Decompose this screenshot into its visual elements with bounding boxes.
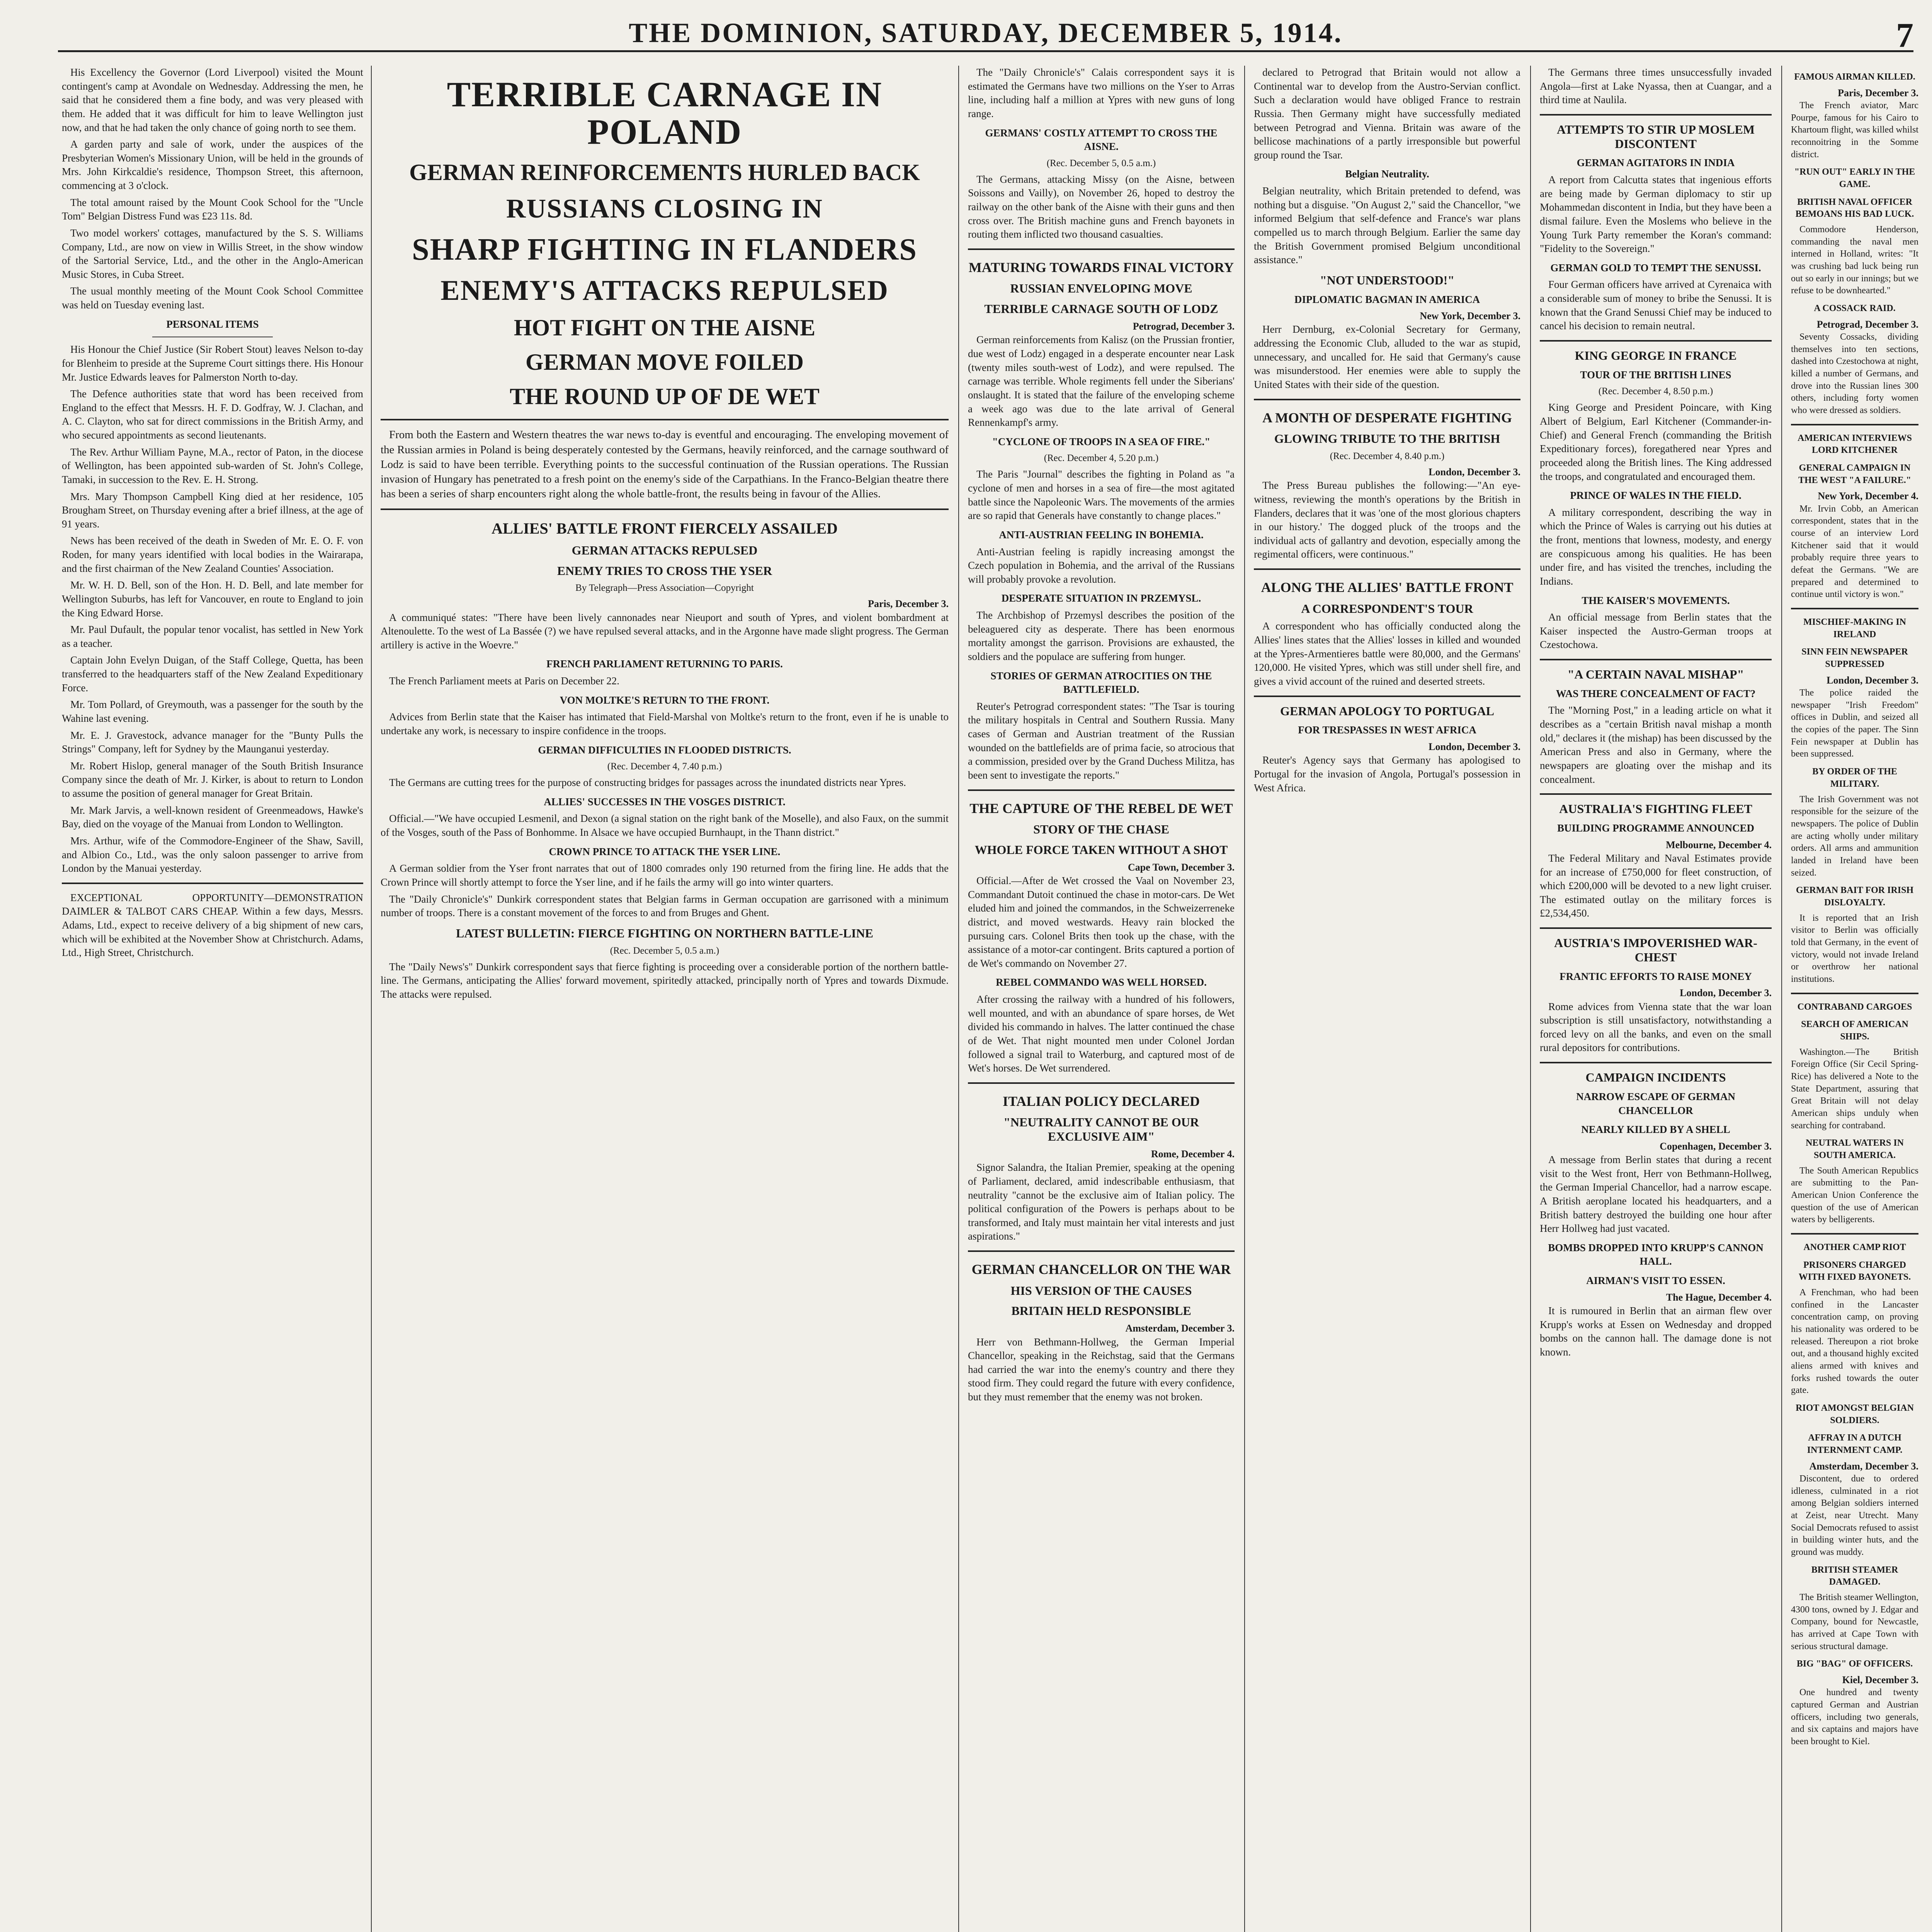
paragraph: The Germans are cutting trees for the purpose of constructing bridges for passages across the inundated districts near Ypres. bbox=[389, 777, 906, 789]
divider bbox=[1540, 340, 1772, 342]
dateline: Melbourne, December 4. bbox=[1666, 839, 1772, 850]
banner-headline: THE ROUND UP OF DE WET bbox=[510, 384, 820, 410]
article-subheadline: GENERAL CAMPAIGN IN THE WEST "A FAILURE." bbox=[1798, 463, 1912, 485]
article-subheadline: WHOLE FORCE TAKEN WITHOUT A SHOT bbox=[975, 842, 1228, 857]
paragraph: Mr. Robert Hislop, general manager of the South British Insurance Company since the death of Mr. J. Kirker, is about to return to London to assume the position of general manager for Great Britain. bbox=[62, 760, 363, 799]
divider bbox=[1791, 608, 1918, 609]
paragraph: A garden party and sale of work, under the auspices of the Presbyterian Women's Missionary Union, will be held in the grounds of Mrs. John Kirkcaldie's residence, Thompson Street, this afternoon, commencing at 3 o'clock. bbox=[62, 138, 363, 191]
article-headline: THE CAPTURE OF THE REBEL DE WET bbox=[969, 800, 1233, 816]
paragraph: One hundred and twenty captured German and Austrian officers, including two generals, and six captains and majors have been brought to Kiel. bbox=[1791, 1687, 1918, 1747]
section-heading: GERMANS' COSTLY ATTEMPT TO CROSS THE AISNE. bbox=[985, 127, 1218, 153]
paragraph: The Archbishop of Przemysl describes the position of the beleaguered city as desperate. There has been enormous mortality amongst the garrison. Provisions are exhausted, the soldiers and the populace are suffering from hunger. bbox=[968, 609, 1235, 662]
paragraph: A German soldier from the Yser front narrates that out of 1800 comrades only 190 returned from the firing line. He adds that the Crown Prince will shortly attempt to force the Yser line, and if he fails the army will go into winter quarters. bbox=[381, 862, 949, 888]
received-stamp: (Rec. December 4, 5.20 p.m.) bbox=[1044, 453, 1159, 464]
article-subheadline: "NEUTRALITY CANNOT BE OUR EXCLUSIVE AIM" bbox=[1003, 1115, 1199, 1144]
paragraph: Herr Dernburg, ex-Colonial Secretary for Germany, addressing the Economic Club, alluded to the war as stupid, unnecessary, and uncalled for. He said that Germany's cause was misunderstood. Her enemies were able to supply the United States with their side of the question. bbox=[1254, 323, 1520, 390]
section-heading: "CYCLONE OF TROOPS IN A SEA OF FIRE." bbox=[992, 435, 1211, 447]
paragraph: Signor Salandra, the Italian Premier, speaking at the opening of Parliament, declared, amid indescribable enthusiasm, that neutrality "cannot be the exclusive aim of Italian policy. The political configuration of the Powers is perhaps about to be transformed, and Italy must maintain her vital interests and just aspirations." bbox=[968, 1162, 1235, 1242]
dateline: The Hague, December 4. bbox=[1666, 1291, 1772, 1303]
banner-headline: TERRIBLE CARNAGE IN POLAND bbox=[447, 75, 883, 151]
newspaper-title: THE DOMINION, SATURDAY, DECEMBER 5, 1914. bbox=[629, 17, 1343, 48]
section-heading: NEUTRAL WATERS IN SOUTH AMERICA. bbox=[1806, 1138, 1904, 1160]
paragraph: Mrs. Arthur, wife of the Commodore-Engineer of the Shaw, Savill, and Albion Co., Ltd., was the only saloon passenger to arrive from London by the Manuai yesterday. bbox=[62, 835, 363, 874]
section-heading: VON MOLTKE'S RETURN TO THE FRONT. bbox=[560, 694, 770, 706]
article-subheadline: STORY OF THE CHASE bbox=[1033, 822, 1169, 837]
banner-headline: SHARP FIGHTING IN FLANDERS bbox=[412, 232, 917, 267]
paragraph: A message from Berlin states that during a recent visit to the West front, Herr von Bethmann-Hollweg, the German Imperial Chancellor, had a narrow escape. A British aeroplane located his headquarters, and a British battery destroyed the building one hour after Herr Hollweg had just vacated. bbox=[1540, 1154, 1772, 1235]
paragraph: The police raided the newspaper "Irish Freedom" offices in Dublin, and seized all the copies of the paper. The Sinn Fein newspaper at Dublin has been suppressed. bbox=[1791, 688, 1918, 759]
paragraph: Mr. Tom Pollard, of Greymouth, was a passenger for the south by the Wahine last evening. bbox=[62, 699, 363, 724]
article-headline: ALONG THE ALLIES' BATTLE FRONT bbox=[1261, 580, 1514, 595]
paragraph: The Germans three times unsuccessfully invaded Angola—first at Lake Nyassa, then at Cuangar, and a third time at Naulila. bbox=[1540, 66, 1772, 106]
section-heading: DESPERATE SITUATION IN PRZEMYSL. bbox=[1001, 592, 1201, 604]
received-stamp: (Rec. December 5, 0.5 a.m.) bbox=[610, 945, 719, 956]
article-subheadline: BRITAIN HELD RESPONSIBLE bbox=[1011, 1304, 1191, 1318]
column-empire-news bbox=[1540, 66, 1772, 1932]
dateline: Cape Town, December 3. bbox=[1128, 861, 1235, 873]
received-stamp: (Rec. December 5, 0.5 a.m.) bbox=[1046, 158, 1156, 168]
article-subheadline: DIPLOMATIC BAGMAN IN AMERICA bbox=[1294, 293, 1480, 305]
section-heading: ALLIES' SUCCESSES IN THE VOSGES DISTRICT. bbox=[544, 796, 786, 808]
paragraph: declared to Petrograd that Britain would not allow a Continental war to develop from the Austro-Servian conflict. Such a declaration would have obliged France to restrain Russia. Then Germany might have successfully mediated between Petrograd and Vienna. Britain was aware of the bellicose machinations of a partly irresponsible but powerful group round the Tsar. bbox=[1254, 66, 1520, 161]
article-headline: AUSTRALIA'S FIGHTING FLEET bbox=[1559, 802, 1752, 816]
section-heading: BIG "BAG" OF OFFICERS. bbox=[1796, 1659, 1913, 1669]
paragraph: Official.—After de Wet crossed the Vaal on November 23, Commandant Dutoit continued the chase in motor-cars. De Wet eluded him and joined the commandos, in the Schweizerreneke district, and moved westwards. Heavy rain blocked the pursuing cars. Colonel Brits then took up the chase, with the assistance of a motor-car contingent. Brits captured a portion of de Wet's commando on November 27. bbox=[968, 875, 1235, 969]
article-subheadline: GERMAN ATTACKS REPULSED bbox=[571, 543, 758, 557]
article-subheadline: A CORRESPONDENT'S TOUR bbox=[1301, 601, 1473, 616]
page-number: 7 bbox=[1896, 16, 1913, 54]
paragraph: Advices from Berlin state that the Kaiser has intimated that Field-Marshal von Moltke's return to the front, even if he is unable to undertake any work, is necessary to inspire confidence in the troops. bbox=[381, 711, 949, 736]
paragraph: The "Daily News's" Dunkirk correspondent says that fierce fighting is proceeding over a considerable portion of the northern battle-line. The Germans, anticipating the Allies' forward movement, spiritedly attacked, principally north of Ypres and towards Dixmude. The attacks were repulsed. bbox=[381, 961, 949, 1000]
banner-headline: GERMAN REINFORCEMENTS HURLED BACK bbox=[409, 160, 920, 185]
paragraph: The French aviator, Marc Pourpe, famous for his Cairo to Khartoum flight, was killed whilst reconnoitring in the Somme district. bbox=[1791, 100, 1918, 160]
section-heading: AFFRAY IN A DUTCH INTERNMENT CAMP. bbox=[1807, 1433, 1903, 1456]
section-heading: "RUN OUT" EARLY IN THE GAME. bbox=[1794, 167, 1915, 190]
dateline: Paris, December 3. bbox=[868, 598, 949, 610]
dateline: Amsterdam, December 3. bbox=[1125, 1323, 1235, 1334]
paragraph: King George and President Poincare, with King Albert of Belgium, Earl Kitchener (Commander-in-Chief) and General French (commanding the British Expeditionary forces), foregathered near Ypres and proceeded along the British lines. The King addressed the troops, and congratulated and encouraged them. bbox=[1540, 401, 1772, 482]
divider bbox=[1254, 696, 1520, 697]
section-heading: FRENCH PARLIAMENT RETURNING TO PARIS. bbox=[546, 658, 783, 670]
article-headline: ATTEMPTS TO STIR UP MOSLEM DISCONTENT bbox=[1556, 122, 1755, 151]
divider bbox=[968, 1082, 1235, 1084]
paragraph: Reuter's Agency says that Germany has apologised to Portugal for the invasion of Angola, Portugal's possession in West Africa. bbox=[1254, 754, 1520, 794]
paragraph: Mr. E. J. Gravestock, advance manager for the "Bunty Pulls the Strings" Company, left for Sydney by the Maunganui yesterday. bbox=[62, 729, 363, 755]
advertisement: EXCEPTIONAL OPPORTUNITY—DEMONSTRATION DAIMLER & TALBOT CARS CHEAP. Within a few days, Messrs. Adams, Ltd., expect to receive delivery of a big shipment of new cars, which will be exhibited at the November Show at Christchurch. Adams, Ltd., High Street, Christchurch. bbox=[62, 891, 363, 959]
divider bbox=[1540, 1062, 1772, 1063]
section-heading: GERMAN DIFFICULTIES IN FLOODED DISTRICTS. bbox=[538, 744, 791, 756]
divider bbox=[968, 789, 1235, 791]
section-heading: CROWN PRINCE TO ATTACK THE YSER LINE. bbox=[549, 845, 781, 857]
received-stamp: (Rec. December 4, 7.40 p.m.) bbox=[607, 761, 722, 772]
paragraph: German reinforcements from Kalisz (on the Prussian frontier, due west of Lodz) engaged in a desperate encounter near Lask (twenty miles south-west of Lodz), and were repulsed. The carnage was terrible. Whole regiments fell under the Siberians' onslaught. It is stated that the failure of the enveloping scheme a week ago was due to the late arrival of General Rennenkampf's army. bbox=[968, 334, 1235, 429]
paragraph: A report from Calcutta states that ingenious efforts are being made by German diplomacy to stir up Mohammedan discontent in India, but they have been a dismal failure. Even the Moslems who believe in the Young Turk Party remember the Koran's command: "Fidelity to the Sovereign." bbox=[1540, 174, 1772, 255]
paragraph: Official.—"We have occupied Lesmenil, and Dexon (a signal station on the right bank of the Moselle), and also Faux, on the summit of the Vosges, south of the Pass of Bonhomme. In Alsace we have occupied Burnhaupt, in the Thann district." bbox=[381, 813, 949, 838]
column-rule bbox=[958, 66, 959, 1932]
divider bbox=[1791, 1233, 1918, 1235]
paragraph: His Excellency the Governor (Lord Liverpool) visited the Mount contingent's camp at Avondale on Wednesday. Addressing the men, he said that he considered them a fine body, and was very pleased with them. He added that it was difficult for him to leave Wellington just now, and that he had taken the only chance of going north to see them. bbox=[62, 66, 363, 133]
paragraph: A communiqué states: "There have been lively cannonades near Nieuport and south of Ypres, and violent bombardment at Altenoulette. To the west of La Bassée (?) we have repulsed several attacks, and in the Argonne have made slight progress. The German artillery is active in the Woevre." bbox=[381, 611, 949, 651]
dateline: London, December 3. bbox=[1429, 741, 1520, 752]
received-stamp: (Rec. December 4, 8.40 p.m.) bbox=[1330, 451, 1445, 461]
article-headline: AMERICAN INTERVIEWS LORD KITCHENER bbox=[1798, 433, 1912, 456]
paragraph: The "Daily Chronicle's" Calais correspondent says it is estimated the Germans have two millions on the Yser to Arras line, including half a million at Ypres with new guns of long range. bbox=[968, 66, 1235, 119]
paragraph: Discontent, due to ordered idleness, culminated in a riot among Belgian soldiers interned at Zeist, near Utrecht. Many Social Democrats refused to assist in building winter huts, and the ground was muddy. bbox=[1791, 1474, 1918, 1558]
paragraph: The Press Bureau publishes the following:—"An eye-witness, reviewing the month's operations by the British in Flanders, declares that it was 'one of the most glorious chapters in our history.' The dogged pluck of the troops and the individual acts of gallantry and devotion, especially among the regimental officers, were continuous." bbox=[1254, 480, 1520, 560]
article-subheadline: NARROW ESCAPE OF GERMAN CHANCELLOR bbox=[1576, 1090, 1735, 1116]
dateline: London, December 3. bbox=[1429, 466, 1520, 478]
column-war-news-main bbox=[381, 66, 949, 1932]
divider bbox=[1540, 114, 1772, 116]
banner-headline: ENEMY'S ATTACKS REPULSED bbox=[440, 274, 889, 306]
paragraph: News has been received of the death in Sweden of Mr. E. O. F. von Roden, for many years identified with local bodies in the Wairarapa, and the first chairman of the New Zealand Counties' Association. bbox=[62, 535, 363, 574]
article-headline: GERMAN APOLOGY TO PORTUGAL bbox=[1280, 704, 1494, 718]
article-subheadline: GERMAN AGITATORS IN INDIA bbox=[1577, 157, 1735, 169]
article-headline: MATURING TOWARDS FINAL VICTORY bbox=[968, 259, 1234, 275]
article-headline: CONTRABAND CARGOES bbox=[1797, 1002, 1912, 1012]
paragraph: Anti-Austrian feeling is rapidly increasing amongst the Czech population in Bohemia, and the arrival of the Russians will probably provoke a revolution. bbox=[968, 546, 1235, 585]
article-subheadline: RUSSIAN ENVELOPING MOVE bbox=[1010, 281, 1192, 296]
section-heading: Belgian Neutrality. bbox=[1345, 168, 1429, 180]
paragraph: The Federal Military and Naval Estimates provide for an increase of £750,000 for fleet construction, of which £200,000 will be devoted to a new light cruiser. The estimated outlay on the military forces is £2,534,450. bbox=[1540, 852, 1772, 919]
dateline: Kiel, December 3. bbox=[1842, 1674, 1918, 1686]
divider bbox=[62, 883, 363, 884]
wire-credit: By Telegraph—Press Association—Copyright bbox=[575, 583, 754, 594]
article-headline: ITALIAN POLICY DECLARED bbox=[1002, 1093, 1200, 1109]
divider bbox=[1254, 568, 1520, 570]
divider bbox=[1540, 659, 1772, 660]
article-subheadline: GLOWING TRIBUTE TO THE BRITISH bbox=[1274, 432, 1500, 446]
section-heading: FAMOUS AIRMAN KILLED. bbox=[1794, 72, 1915, 82]
divider bbox=[381, 509, 949, 510]
paragraph: After crossing the railway with a hundred of his followers, well mounted, and with an abundance of spare horses, de Wet divided his commando in halves. The latter continued the chase of de Wet. That night mounted men under Colonel Jordan followed a signal trail to Waterburg, and captured most of de Wet's horses. De Wet surrendered. bbox=[968, 993, 1235, 1074]
paragraph: The "Morning Post," in a leading article on what it describes as a "certain British naval mishap a month old," declares it (the mishap) has been discussed by the American Press and also in Germany, where the newspapers are gloating over the mishap and its concealment. bbox=[1540, 704, 1772, 785]
divider bbox=[381, 419, 949, 420]
paragraph: An official message from Berlin states that the Kaiser inspected the Austro-German troops at Czestochowa. bbox=[1540, 611, 1772, 651]
article-subheadline: ENEMY TRIES TO CROSS THE YSER bbox=[557, 563, 772, 578]
paragraph: The British steamer Wellington, 4300 tons, owned by J. Edgar and Company, bound for Newcastle, has arrived at Cape Town with serious structural damage. bbox=[1791, 1592, 1918, 1651]
article-headline: ANOTHER CAMP RIOT bbox=[1803, 1242, 1906, 1252]
article-subheadline: HIS VERSION OF THE CAUSES bbox=[1010, 1283, 1192, 1298]
section-heading: AIRMAN'S VISIT TO ESSEN. bbox=[1586, 1275, 1725, 1287]
dateline: Amsterdam, December 3. bbox=[1809, 1460, 1918, 1472]
article-headline: LATEST BULLETIN: FIERCE FIGHTING ON NORTHERN BATTLE-LINE bbox=[456, 926, 873, 940]
paragraph: The total amount raised by the Mount Cook School for the "Uncle Tom" Belgian Distress Fund was £23 11s. 8d. bbox=[62, 196, 363, 222]
paragraph: Mr. W. H. D. Bell, son of the Hon. H. D. Bell, and late member for Wellington Suburbs, has left for Vancouver, en route to England to join the King Edward Horse. bbox=[62, 579, 363, 619]
section-heading: PRINCE OF WALES IN THE FIELD. bbox=[1570, 490, 1742, 502]
article-headline: "NOT UNDERSTOOD!" bbox=[1320, 273, 1455, 287]
column-diplomacy bbox=[1254, 66, 1520, 1932]
section-heading: REBEL COMMANDO WAS WELL HORSED. bbox=[996, 976, 1207, 988]
article-headline: GERMAN CHANCELLOR ON THE WAR bbox=[971, 1262, 1231, 1277]
article-headline: A MONTH OF DESPERATE FIGHTING bbox=[1262, 410, 1512, 425]
dateline: Copenhagen, December 3. bbox=[1660, 1140, 1772, 1152]
column-local-news bbox=[62, 66, 363, 1932]
divider bbox=[1540, 793, 1772, 795]
article-subheadline: FOR TRESPASSES IN WEST AFRICA bbox=[1298, 724, 1476, 736]
section-heading: BY ORDER OF THE MILITARY. bbox=[1812, 767, 1897, 789]
paragraph: His Honour the Chief Justice (Sir Robert Stout) leaves Nelson to-day for Blenheim to preside at the Supreme Court sittings there. His Honour Mr. Justice Edwards leaves for Palmerston North to-day. bbox=[62, 344, 363, 383]
article-subheadline: TERRIBLE CARNAGE SOUTH OF LODZ bbox=[984, 302, 1218, 316]
article-subheadline: NEARLY KILLED BY A SHELL bbox=[1581, 1124, 1730, 1136]
paragraph: The usual monthly meeting of the Mount Cook School Committee was held on Tuesday evening last. bbox=[62, 285, 363, 311]
paragraph: The Rev. Arthur William Payne, M.A., rector of Paton, in the diocese of Wellington, has been appointed sub-warden of St. John's College, Tamaki, in succession to the Rev. E. H. Strong. bbox=[62, 446, 363, 485]
dateline: Paris, December 3. bbox=[1838, 87, 1918, 99]
section-heading: BRITISH NAVAL OFFICER BEMOANS HIS BAD LUCK. bbox=[1795, 197, 1914, 219]
article-subheadline: BUILDING PROGRAMME ANNOUNCED bbox=[1557, 822, 1754, 834]
article-headline: AUSTRIA'S IMPOVERISHED WAR-CHEST bbox=[1554, 936, 1757, 964]
paragraph: It is rumoured in Berlin that an airman flew over Krupp's works at Essen on Wednesday and dropped bombs on the cannon hall. The damage done is not known. bbox=[1540, 1305, 1772, 1358]
paragraph: Two model workers' cottages, manufactured by the S. S. Williams Company, Ltd., are now on view in Willis Street, in the show window of the Sartorial Service, Ltd., and the other in the Anglo-American Music Stores, in Cuba Street. bbox=[62, 227, 363, 280]
column-rule bbox=[1781, 66, 1782, 1932]
column-rule bbox=[371, 66, 372, 1932]
received-stamp: (Rec. December 4, 8.50 p.m.) bbox=[1598, 386, 1713, 397]
section-heading: BOMBS DROPPED INTO KRUPP'S CANNON HALL. bbox=[1548, 1242, 1764, 1267]
paragraph: The "Daily Chronicle's" Dunkirk correspondent states that Belgian farms in German occupation are garrisoned with a minimum number of troops. There is a constant movement of the forces to and from Bruges and Ghent. bbox=[381, 893, 949, 919]
article-subheadline: SEARCH OF AMERICAN SHIPS. bbox=[1801, 1019, 1908, 1042]
paragraph: Belgian neutrality, which Britain pretended to defend, was nothing but a disguise. "On August 2," said the Chancellor, "we informed Belgium that self-defence and France's war plans compelled us to march through Belgium. Earlier the same day the British Government promised Belgium unconditional assistance." bbox=[1254, 185, 1520, 266]
section-heading: ANTI-AUSTRIAN FEELING IN BOHEMIA. bbox=[999, 529, 1204, 541]
dateline: Petrograd, December 3. bbox=[1133, 321, 1235, 332]
article-subheadline: WAS THERE CONCEALMENT OF FACT? bbox=[1556, 687, 1756, 699]
divider bbox=[968, 248, 1235, 250]
divider bbox=[1791, 993, 1918, 994]
section-heading: RIOT AMONGST BELGIAN SOLDIERS. bbox=[1796, 1403, 1914, 1425]
banner-headline: RUSSIANS CLOSING IN bbox=[506, 194, 823, 224]
article-subheadline: TOUR OF THE BRITISH LINES bbox=[1580, 369, 1731, 381]
section-heading: PERSONAL ITEMS bbox=[166, 318, 259, 330]
divider bbox=[1791, 424, 1918, 425]
column-war-news-east bbox=[968, 66, 1235, 1932]
section-heading: STORIES OF GERMAN ATROCITIES ON THE BATTLEFIELD. bbox=[990, 670, 1212, 696]
paragraph: Seventy Cossacks, dividing themselves into ten sections, dashed into Czestochowa at night, killed a number of Germans, and drove into the Russian lines 300 others, including forty women who were dressed as soldiers. bbox=[1791, 332, 1918, 416]
paragraph: It is reported that an Irish visitor to Berlin was officially told that Germany, in the event of victory, would not invade Ireland or overthrow her national institutions. bbox=[1791, 913, 1918, 984]
paragraph: Mr. Irvin Cobb, an American correspondent, states that in the course of an interview Lord Kitchener said that it would probably require three years to defeat the Germans. "We are prepared and determined to continue until victory is won." bbox=[1791, 503, 1918, 600]
paragraph: From both the Eastern and Western theatres the war news to-day is eventful and encouraging. The enveloping movement of the Russian armies in Poland is being desperately contested by the Germans, heavily reinforced, and the carnage southward of Lodz is said to have been terrible. Everything points to the successful continuation of the Russian operations. The Russian invasion of Hungary has penetrated to a fresh point on the enemy's side of the Carpathians. In the Franco-Belgian theatre there has been a series of sharp encounters right along the whole battle-front, the results being in favour of the Allies. bbox=[381, 429, 949, 500]
paragraph: Commodore Henderson, commanding the naval men interned in Holland, writes: "It was crushing bad luck being run out so early in our innings; but we refuse to be downhearted." bbox=[1791, 224, 1918, 296]
section-heading: A COSSACK RAID. bbox=[1814, 303, 1896, 314]
banner-headline: HOT FIGHT ON THE AISNE bbox=[514, 315, 816, 341]
paragraph: A military correspondent, describing the way in which the Prince of Wales is carrying out his duties at the front, mentions that lowness, modesty, and energy are conspicuous among his qualities. He has been under fire, and has visited the trenches, including the Indians. bbox=[1540, 506, 1772, 587]
dateline: London, December 3. bbox=[1827, 674, 1918, 686]
paragraph: The French Parliament meets at Paris on December 22. bbox=[389, 675, 620, 687]
article-headline: CAMPAIGN INCIDENTS bbox=[1585, 1070, 1726, 1085]
paragraph: A correspondent who has officially conducted along the Allies' lines states that the Allies' losses in killed and wounded at the Ypres-Armentieres battle were 80,000, and the Germans' 120,000. He visited Ypres, which was still under shell fire, and gives a vivid account of the ruined and deserted streets. bbox=[1254, 620, 1520, 687]
paragraph: The Defence authorities state that word has been received from England to the effect that Messrs. H. F. D. Godfray, W. J. Clachan, and A. C. Clayton, who sat for direct commissions in the British Army, and who secured appointments as second lieutenants. bbox=[62, 388, 363, 441]
article-headline: MISCHIEF-MAKING IN IRELAND bbox=[1803, 617, 1906, 639]
paragraph: Herr von Bethmann-Hollweg, the German Imperial Chancellor, speaking in the Reichstag, said that the Germans had carried the war into the enemy's country and there they stood firm. They could regard the future with every confidence, but they must remember that the enemy was not broken. bbox=[968, 1336, 1235, 1403]
paragraph: Mrs. Mary Thompson Campbell King died at her residence, 105 Brougham Street, on Thursday evening after a brief illness, at the age of 91 years. bbox=[62, 490, 363, 530]
paragraph: The Paris "Journal" describes the fighting in Poland as "a cyclone of men and horses in a sea of fire—the most agitated battle since the Napoleonic Wars. The movements of the armies are so rapid that Generals have constantly to change places." bbox=[968, 468, 1235, 522]
section-heading: BRITISH STEAMER DAMAGED. bbox=[1811, 1565, 1898, 1587]
paragraph: Mr. Paul Dufault, the popular tenor vocalist, has settled in New York as a teacher. bbox=[62, 624, 363, 649]
article-subheadline: PRISONERS CHARGED WITH FIXED BAYONETS. bbox=[1798, 1260, 1911, 1282]
column-rule bbox=[1530, 66, 1531, 1932]
paragraph: The Irish Government was not responsible for the seizure of the newspapers. The police of Dublin are acting wholly under military orders. All arms and ammunition landed in Ireland have been seized. bbox=[1791, 794, 1918, 878]
paragraph: Reuter's Petrograd correspondent states: "The Tsar is touring the military hospitals in Central and Southern Russia. Many cases of German and Austrian treatment of the Russian wounded on the battlefields are of prima facie, so atrocious that a commission, presided over by the Grand Duchess Militza, has been sent to investigate the reports." bbox=[968, 700, 1235, 781]
column-brief-news bbox=[1791, 66, 1918, 1932]
divider bbox=[1540, 927, 1772, 929]
dateline: London, December 3. bbox=[1680, 987, 1772, 999]
paragraph: Rome advices from Vienna state that the war loan subscription is still unsatisfactory, notwithstanding a forced levy on all the banks, and even on the small rural depositors for contributions. bbox=[1540, 1000, 1772, 1054]
dateline: New York, December 3. bbox=[1420, 310, 1520, 322]
article-subheadline: SINN FEIN NEWSPAPER SUPPRESSED bbox=[1801, 647, 1908, 670]
masthead bbox=[58, 15, 1913, 52]
section-heading: GERMAN BAIT FOR IRISH DISLOYALTY. bbox=[1796, 885, 1914, 908]
section-heading: THE KAISER'S MOVEMENTS. bbox=[1582, 594, 1730, 606]
paragraph: The Germans, attacking Missy (on the Aisne, between Soissons and Vailly), on November 26, hoped to destroy the railway on the other bank of the Aisne with their guns and then cross over. The British machine guns and French bayonets in routing them inflicted two thousand casualties. bbox=[968, 173, 1235, 240]
dateline: Petrograd, December 3. bbox=[1816, 318, 1918, 330]
banner-headline: GERMAN MOVE FOILED bbox=[526, 349, 804, 375]
paragraph: Mr. Mark Jarvis, a well-known resident of Greenmeadows, Hawke's Bay, died on the voyage of the Manuai from London to Wellington. bbox=[62, 804, 363, 830]
article-subheadline: FRANTIC EFFORTS TO RAISE MONEY bbox=[1560, 970, 1752, 982]
paragraph: Four German officers have arrived at Cyrenaica with a considerable sum of money to bribe the Senussi. It is known that the Grand Senussi Chief may be induced to cancel his decision to remain neutral. bbox=[1540, 279, 1772, 332]
paragraph: The South American Republics are submitting to the Pan-American Union Conference the question of the use of American waters by belligerents. bbox=[1791, 1165, 1918, 1225]
dateline: Rome, December 4. bbox=[1151, 1148, 1235, 1160]
article-headline: "A CERTAIN NAVAL MISHAP" bbox=[1567, 667, 1744, 682]
section-heading: GERMAN GOLD TO TEMPT THE SENUSSI. bbox=[1550, 262, 1761, 274]
column-rule bbox=[1244, 66, 1245, 1932]
dateline: New York, December 4. bbox=[1818, 490, 1918, 502]
divider bbox=[968, 1250, 1235, 1252]
article-headline: KING GEORGE IN FRANCE bbox=[1575, 348, 1737, 362]
paragraph: Captain John Evelyn Duigan, of the Staff College, Quetta, has been transferred to the headquarters staff of the New Zealand Expeditionary Force. bbox=[62, 654, 363, 694]
divider bbox=[1254, 399, 1520, 400]
paragraph: Washington.—The British Foreign Office (Sir Cecil Spring-Rice) has delivered a Note to the State Department, assuring that Great Britain will not delay American ships unduly when searching for contraband. bbox=[1791, 1047, 1918, 1131]
paragraph: A Frenchman, who had been confined in the Lancaster concentration camp, on proving his nationality was ordered to be released. Thereupon a riot broke out, and a thousand highly excited aliens armed with knives and forks rushed towards the outer gate. bbox=[1791, 1287, 1918, 1396]
article-headline: ALLIES' BATTLE FRONT FIERCELY ASSAILED bbox=[492, 519, 838, 537]
